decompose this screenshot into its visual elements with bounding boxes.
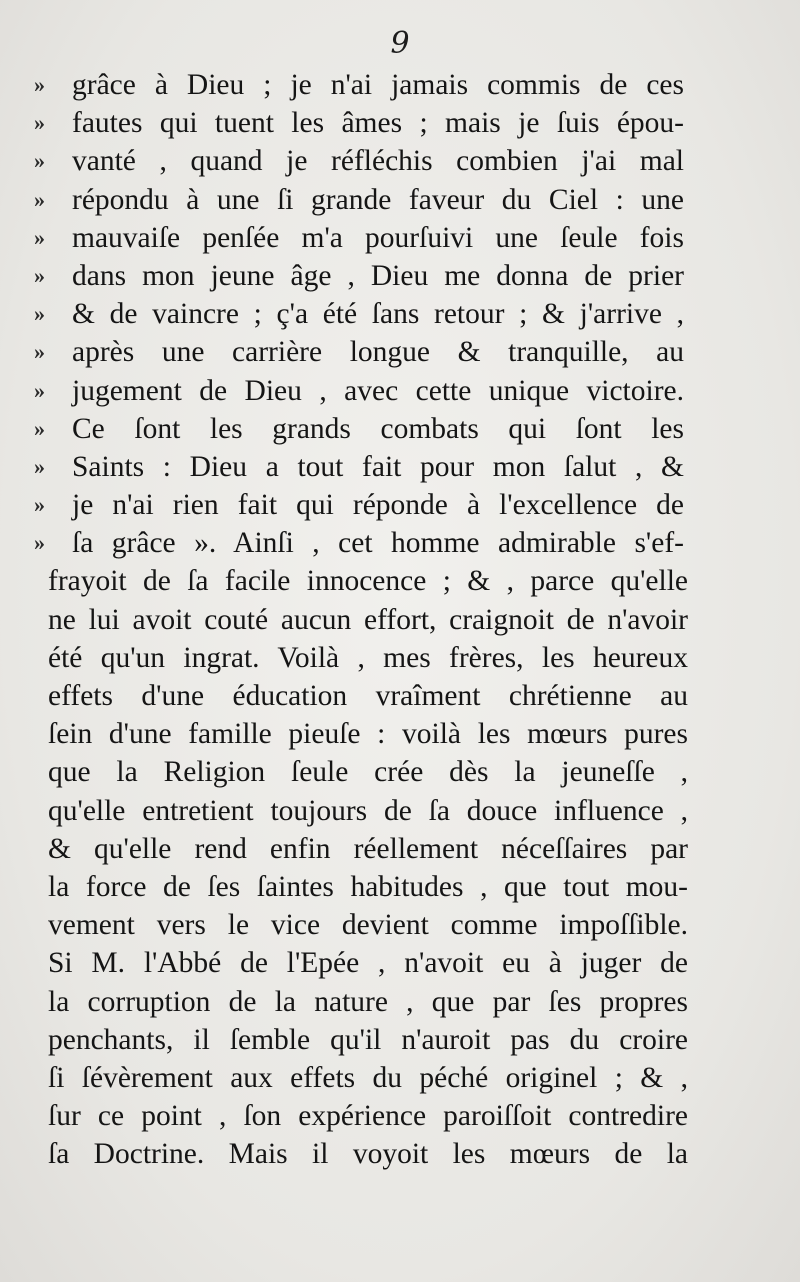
text-line xyxy=(34,219,684,257)
text-line xyxy=(34,66,684,104)
quotation-mark: » xyxy=(34,72,45,97)
quotation-mark: » xyxy=(34,530,45,556)
quotation-mark: » xyxy=(34,110,45,136)
text-line xyxy=(34,295,684,333)
line-text: vanté , quand je réfléchis combien j'ai mal xyxy=(72,145,684,178)
text-line xyxy=(34,333,684,371)
line-text: penchants, il ſemble qu'il n'auroit pas du croire xyxy=(48,1023,688,1056)
text-line xyxy=(34,639,688,677)
line-text: grâce à Dieu ; je n'ai jamais commis de ces xyxy=(72,69,684,101)
line-text: je n'ai rien fait qui réponde à l'excellence de xyxy=(72,489,684,522)
quotation-mark: » xyxy=(34,492,45,518)
line-text: Ce ſont les grands combats qui ſont les xyxy=(72,412,684,445)
body-text xyxy=(34,66,688,1173)
line-text: ne lui avoit couté aucun effort, craignoit de n'avoir xyxy=(48,603,688,636)
text-line xyxy=(34,181,684,219)
text-line xyxy=(34,257,684,295)
text-line xyxy=(34,906,688,944)
text-line xyxy=(34,1021,688,1059)
text-line xyxy=(34,983,688,1021)
text-line xyxy=(34,1097,688,1135)
text-line xyxy=(34,868,688,906)
page-number: 9 xyxy=(390,26,410,61)
line-text: la force de ſes ſaintes habitudes , que tout mou- xyxy=(48,870,688,903)
line-text: après une carrière longue & tranquille, au xyxy=(72,336,684,369)
line-text: été qu'un ingrat. Voilà , mes frères, les heureux xyxy=(48,641,688,674)
quotation-mark: » xyxy=(34,339,45,365)
quotation-mark: » xyxy=(34,224,45,250)
text-line xyxy=(34,1135,688,1173)
line-text: & qu'elle rend enfin réellement néceſſaires par xyxy=(48,832,688,865)
quotation-mark: » xyxy=(34,377,45,403)
text-line xyxy=(34,753,688,791)
text-line xyxy=(34,677,688,715)
text-line xyxy=(34,715,688,753)
quotation-mark: » xyxy=(34,148,45,174)
line-text: que la Religion ſeule crée dès la jeuneſſe , xyxy=(48,756,688,789)
quotation-mark: » xyxy=(34,186,45,212)
text-line xyxy=(34,524,684,562)
line-text: ſein d'une famille pieuſe : voilà les mœurs pures xyxy=(48,718,688,751)
line-text: fautes qui tuent les âmes ; mais je ſuis épou- xyxy=(72,107,684,140)
quotation-mark: » xyxy=(34,301,45,327)
line-text: la corruption de la nature , que par ſes propres xyxy=(48,985,688,1018)
text-line xyxy=(34,142,684,180)
line-text: qu'elle entretient toujours de ſa douce influence , xyxy=(48,794,688,827)
text-line xyxy=(34,104,684,142)
line-text: & de vaincre ; ç'a été ſans retour ; & j'arrive , xyxy=(72,298,684,331)
line-text: ſa grâce ». Ainſi , cet homme admirable s'ef- xyxy=(72,527,684,560)
line-text: ſi ſévèrement aux effets du péché originel ; & , xyxy=(48,1061,688,1094)
line-text: répondu à une ſi grande faveur du Ciel : une xyxy=(72,183,684,216)
line-text: vement vers le vice devient comme impoſſible. xyxy=(48,909,688,942)
line-text: Saints : Dieu a tout fait pour mon ſalut , & xyxy=(72,450,684,483)
line-text: Si M. l'Abbé de l'Epée , n'avoit eu à juger de xyxy=(48,947,688,980)
line-text: dans mon jeune âge , Dieu me donna de prier xyxy=(72,259,684,292)
text-line xyxy=(34,830,688,868)
text-line xyxy=(34,944,688,982)
text-line xyxy=(34,372,684,410)
line-text: ſa Doctrine. Mais il voyoit les mœurs de la xyxy=(48,1138,688,1171)
line-text: jugement de Dieu , avec cette unique victoire. xyxy=(72,374,684,407)
text-line xyxy=(34,601,688,639)
line-text: effets d'une éducation vraîment chrétienne au xyxy=(48,680,688,712)
text-line xyxy=(34,1059,688,1097)
text-line xyxy=(34,486,684,524)
text-line xyxy=(34,448,684,486)
text-line xyxy=(34,792,688,830)
quotation-mark: » xyxy=(34,453,45,479)
text-line xyxy=(34,562,688,600)
line-text: frayoit de ſa facile innocence ; & , parce qu'elle xyxy=(48,565,688,598)
text-line xyxy=(34,410,684,448)
line-text: ſur ce point , ſon expérience paroiſſoit contredire xyxy=(48,1100,688,1133)
quotation-mark: » xyxy=(34,262,45,288)
line-text: mauvaiſe penſée m'a pourſuivi une ſeule fois xyxy=(72,221,684,254)
quotation-mark: » xyxy=(34,415,45,441)
